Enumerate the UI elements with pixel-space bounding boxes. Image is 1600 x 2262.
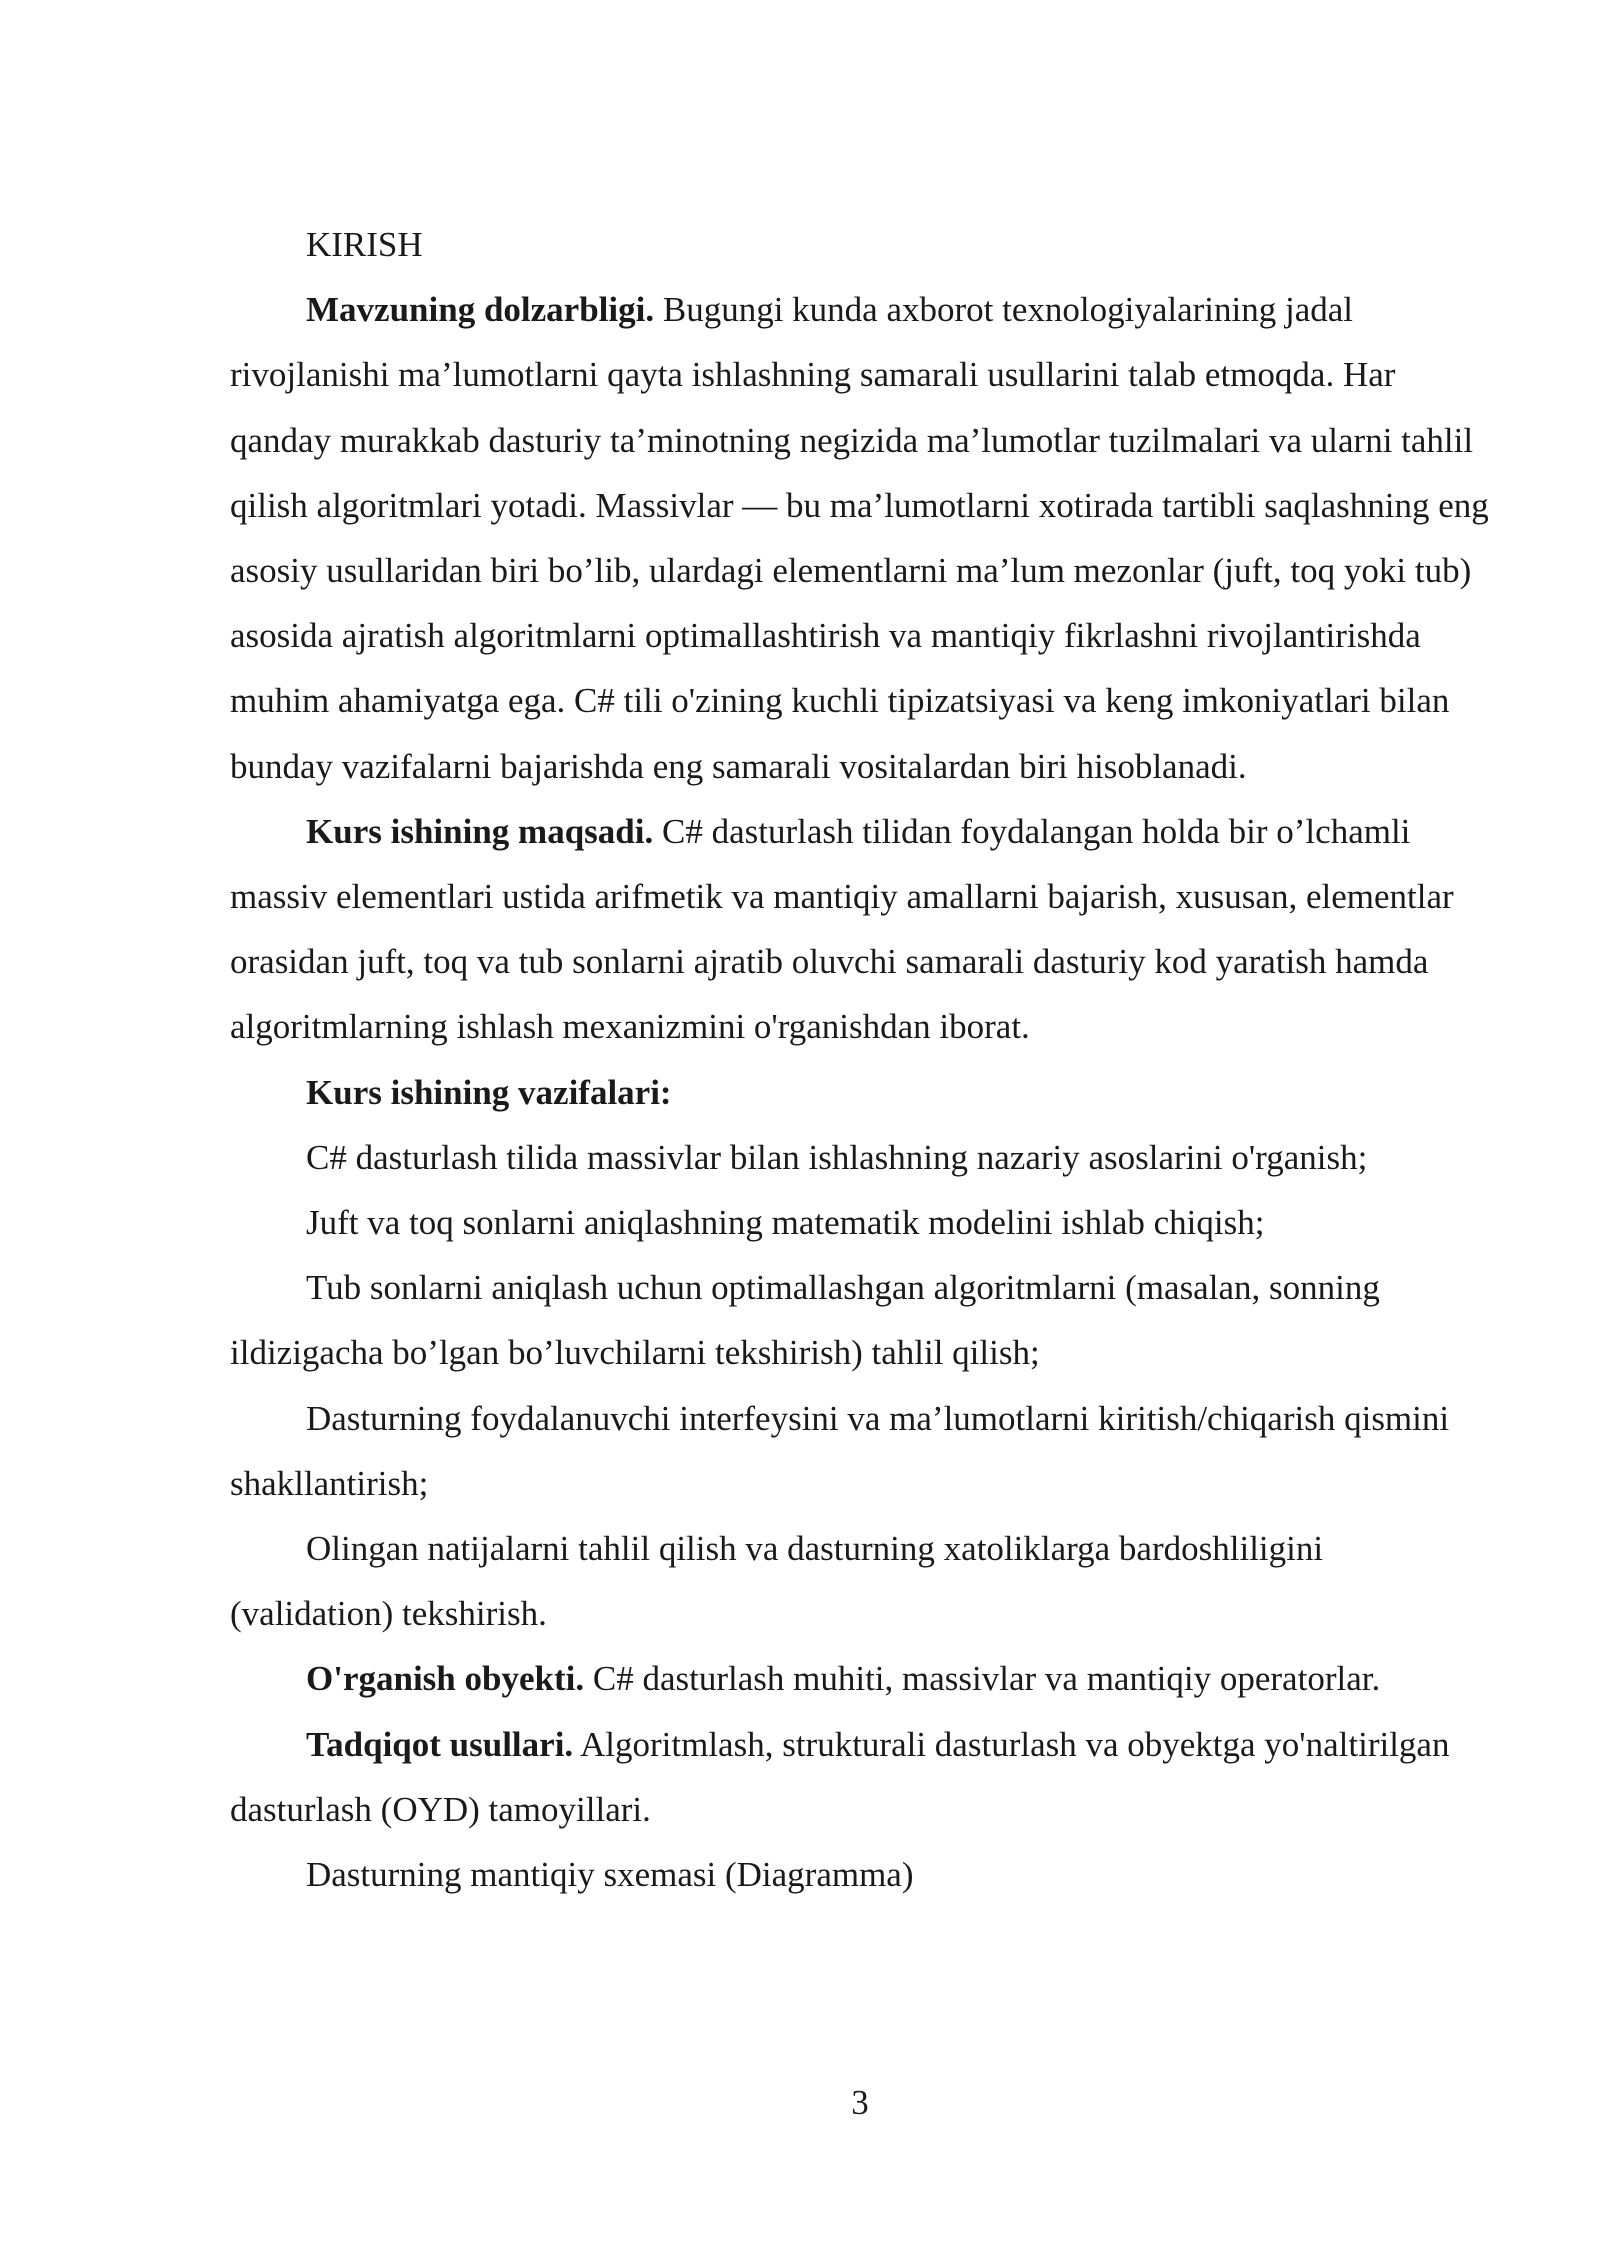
goal-text: C# dasturlash tilidan foydalangan holda bir o’lchamli massiv elementlari ustida arifmetik va mantiqiy amallarni bajarish, xususan, elementlar orasidan juft, toq va tub sonlarni ajratib oluvchi samarali dasturiy kod yaratish hamda algoritmlarning ishlash mexanizmini o'rganishdan iborat. bbox=[230, 811, 1454, 1047]
object-label: O'rganish obyekti. bbox=[306, 1659, 585, 1699]
methods-label: Tadqiqot usullari. bbox=[306, 1724, 574, 1764]
relevance-text: Bugungi kunda axborot texnologiyalarining jadal rivojlanishi ma’lumotlarni qayta ishlashning samarali usullarini talab etmoqda. Har qanday murakkab dasturiy ta’minotning negizida ma’lumotlar tuzilmalari va ularni tahlil qilish algoritmlari yotadi. Massivlar — bu ma’lumotlarni xotirada tartibli saqlashning eng asosiy usullaridan biri bo’lib, ulardagi elementlarni ma’lum mezonlar (juft, toq yoki tub) asosida ajratish algoritmlarni optimallashtirish va mantiqiy fikrlashni rivojlantirishda muhim ahamiyatga ega. C# tili o'zining kuchli tipizatsiyasi va keng imkoniyatlari bilan bunday vazifalarni bajarishda eng samarali vositalardan biri hisoblanadi. bbox=[230, 290, 1489, 786]
task-item: C# dasturlash tilida massivlar bilan ishlashning nazariy asoslarini o'rganish; bbox=[306, 1137, 1368, 1177]
task-item: Dasturning foydalanuvchi interfeysini va ma’lumotlarni kiritish/chiqarish qismini shakllantirish; bbox=[230, 1398, 1450, 1503]
task-item: Tub sonlarni aniqlash uchun optimallashgan algoritmlarni (masalan, sonning ildizigacha bo’lgan bo’luvchilarni tekshirish) tahlil qilish; bbox=[230, 1268, 1380, 1373]
page-number: 3 bbox=[851, 2083, 869, 2122]
object-text: C# dasturlash muhiti, massivlar va mantiqiy operatorlar. bbox=[584, 1659, 1381, 1699]
tasks-heading: Kurs ishining vazifalari: bbox=[306, 1072, 672, 1112]
task-item: Olingan natijalarni tahlil qilish va dasturning xatoliklarga bardoshliligini (validation) tekshirish. bbox=[230, 1529, 1324, 1634]
section-heading: KIRISH bbox=[306, 225, 423, 264]
goal-paragraph bbox=[230, 799, 1490, 1060]
diagram-caption: Dasturning mantiqiy sxemasi (Diagramma) bbox=[306, 1855, 914, 1895]
object-paragraph bbox=[230, 1646, 1490, 1711]
relevance-label: Mavzuning dolzarbligi. bbox=[306, 290, 655, 330]
relevance-paragraph bbox=[230, 277, 1490, 799]
methods-text: Algoritmlash, strukturali dasturlash va obyektga yo'naltirilgan dasturlash (OYD) tamoyillari. bbox=[230, 1724, 1450, 1829]
goal-label: Kurs ishining maqsadi. bbox=[306, 811, 654, 851]
document-body bbox=[230, 212, 1490, 1907]
methods-paragraph bbox=[230, 1712, 1490, 1842]
task-item: Juft va toq sonlarni aniqlashning matematik modelini ishlab chiqish; bbox=[306, 1203, 1265, 1243]
